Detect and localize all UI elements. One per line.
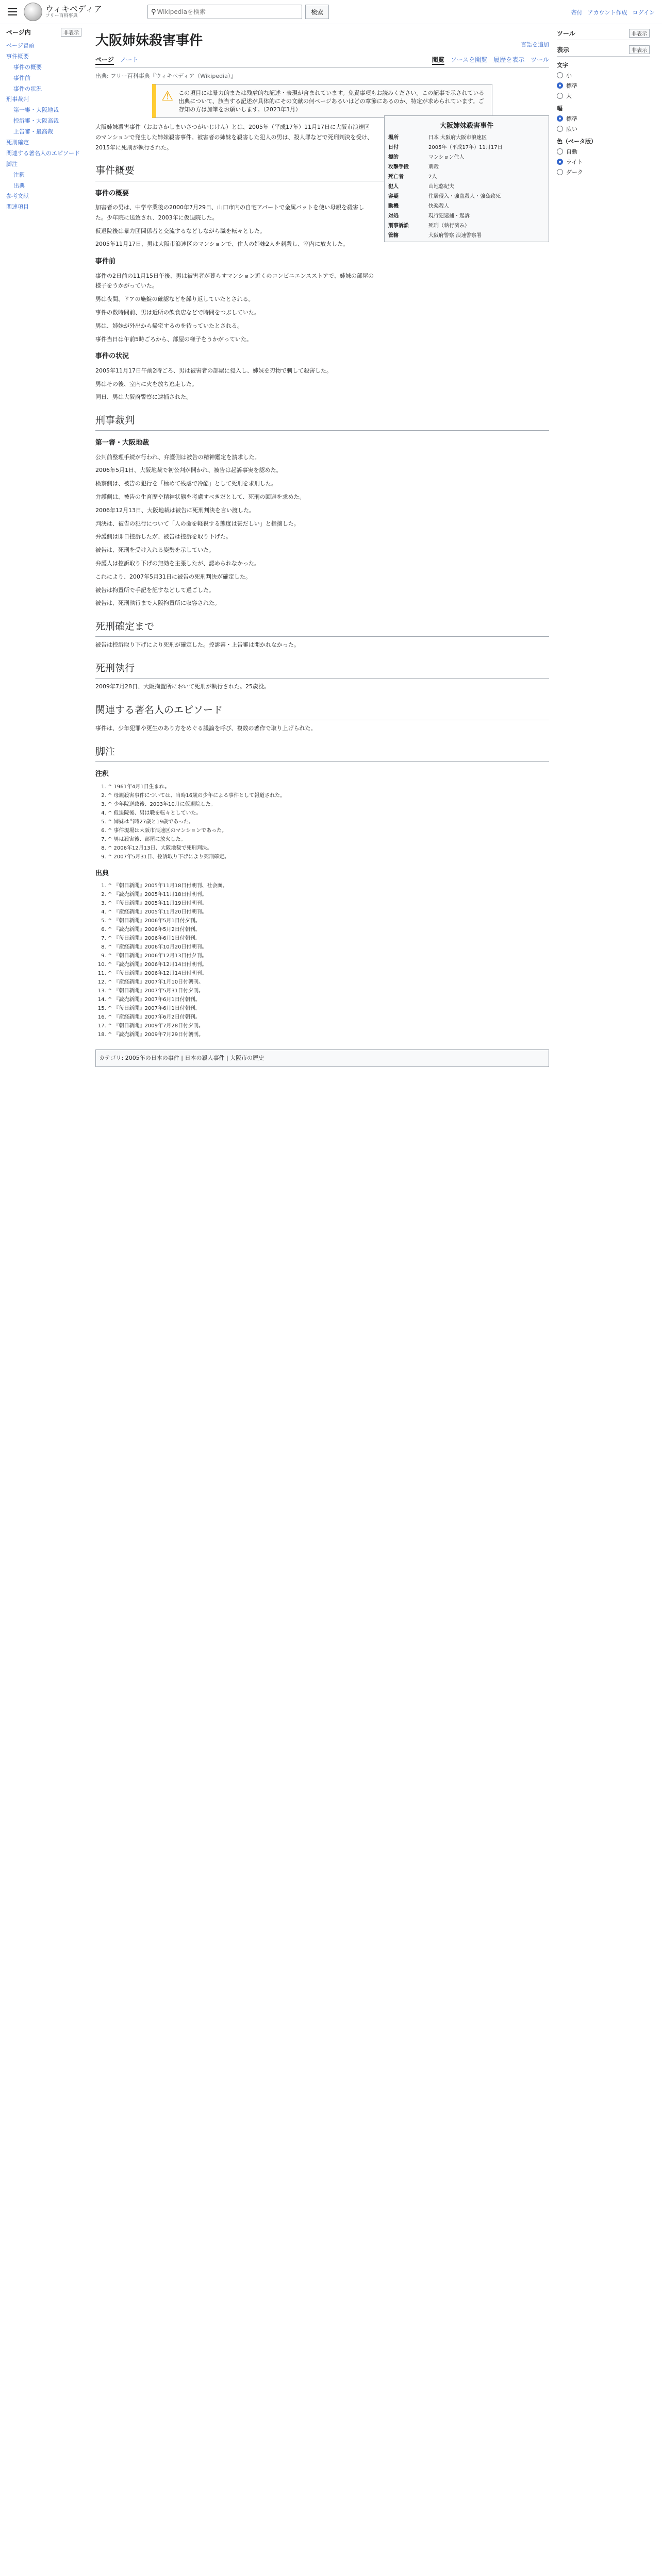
from-line: 出典: フリー百科事典『ウィキペディア（Wikipedia）』 [95, 73, 237, 79]
warning-icon: ⚠ [161, 89, 174, 104]
infobox-key: 標的 [388, 155, 399, 160]
sources-list [95, 882, 549, 1039]
tab-talk[interactable]: ノート [120, 56, 139, 63]
paragraph: 弁護側は、被告の生育歴や精神状態を考慮すべきだとして、死刑の回避を求めた。 [95, 494, 305, 501]
source-item: 12. ^ 『産経新聞』2007年1月10日付朝刊。 [108, 978, 549, 987]
infobox-value: 死刑（執行済み） [428, 223, 470, 229]
color_opts-option[interactable] [557, 158, 650, 166]
source-item: 17. ^ 『朝日新聞』2009年7月28日付夕刊。 [108, 1022, 549, 1030]
color_opts-option[interactable] [557, 147, 650, 156]
source-item: 4. ^ 『産経新聞』2005年11月20日付朝刊。 [108, 908, 549, 917]
toc-item[interactable]: 参考文献 [6, 193, 29, 200]
article-body [95, 122, 549, 1067]
width-label: 幅 [557, 105, 562, 112]
notes-list [95, 783, 549, 861]
radio-icon[interactable] [557, 72, 563, 78]
search-input[interactable] [156, 8, 302, 16]
section-heading: 死刑確定まで [95, 618, 549, 637]
paragraph: 仮退院後は暴力団関係者と交流するなどしながら職を転々とした。 [95, 227, 266, 234]
radio-icon[interactable] [557, 126, 563, 132]
paragraph: 男は、姉妹が外出から帰宅するのを待っていたとされる。 [95, 322, 243, 329]
color_opts-option[interactable] [557, 168, 650, 176]
tab-read[interactable]: 閲覧 [432, 55, 444, 65]
radio-icon[interactable] [557, 169, 563, 175]
note-item: 3. ^ 少年院送致後、2003年10月に仮退院した。 [108, 800, 549, 809]
infobox-title: 大阪姉妹殺害事件 [439, 122, 493, 130]
paragraph: 被告は、死刑を受け入れる姿勢を示していた。 [95, 547, 214, 554]
paragraph: 弁護側は即日控訴したが、被告は控訴を取り下げた。 [95, 533, 231, 540]
text_opts-label: 標準 [566, 82, 577, 89]
toc-item[interactable]: 刑事裁判 [6, 96, 29, 103]
create-account-link[interactable]: アカウント作成 [587, 9, 627, 16]
personal-tools [571, 8, 655, 16]
infobox-key: 日付 [388, 145, 399, 150]
text_opts-option[interactable] [557, 92, 650, 100]
text-size-label: 文字 [557, 62, 568, 69]
notice-text: この項目には暴力的または残虐的な記述・表現が含まれています。免責事項もお読みください。この記事で示されている出典について、該当する記述が具体的にその文献の何ページあるいはどの章節にあるのか、特定が求められています。ご存知の方は加筆をお願いします。（2023年3月） [178, 90, 485, 113]
source-item: 2. ^ 『読売新聞』2005年11月18日付朝刊。 [108, 890, 549, 899]
paragraph: 事件当日は午前5時ごろから、部屋の様子をうかがっていた。 [95, 335, 252, 343]
paragraph: 被告は、死刑執行まで大阪拘置所に収容された。 [95, 600, 220, 607]
logo-subtitle: フリー百科事典 [45, 13, 78, 19]
infobox-key: 容疑 [388, 194, 399, 199]
toc-item[interactable]: 出典 [13, 182, 25, 189]
source-item: 16. ^ 『産経新聞』2007年6月2日付朝刊。 [108, 1013, 549, 1022]
source-item: 11. ^ 『毎日新聞』2006年12月14日付朝刊。 [108, 969, 549, 978]
text_opts-option[interactable] [557, 71, 650, 79]
paragraph: 被告は拘置所で手記を記すなどして過ごした。 [95, 586, 214, 594]
main-menu-icon[interactable] [5, 5, 20, 19]
infobox-row [387, 151, 547, 161]
paragraph: 2006年12月13日、大阪地裁は被告に死刑判決を言い渡した。 [95, 506, 255, 514]
tools-title: ツール [557, 30, 575, 37]
infobox-key: 攻撃手段 [388, 164, 409, 170]
source-item: 9. ^ 『朝日新聞』2006年12月13日付夕刊。 [108, 952, 549, 960]
category-box: カテゴリ: 2005年の日本の事件 | 日本の殺人事件 | 大阪市の歴史 [95, 1049, 549, 1067]
subsection-heading: 注釈 [95, 770, 109, 778]
toc-item[interactable]: ページ冒頭 [6, 42, 35, 49]
infobox-key: 場所 [388, 135, 399, 141]
infobox-key: 動機 [388, 204, 399, 209]
toc-item[interactable]: 事件概要 [6, 53, 29, 60]
tools-hide-button[interactable]: 非表示 [629, 29, 650, 38]
section-heading: 脚注 [95, 743, 549, 762]
tab-page[interactable]: ページ [95, 55, 114, 65]
width_opts-option[interactable] [557, 114, 650, 123]
donate-link[interactable]: 寄付 [571, 9, 583, 16]
source-item: 1. ^ 『朝日新聞』2005年11月18日付朝刊、社会面。 [108, 882, 549, 890]
infobox [384, 115, 549, 242]
radio-icon[interactable] [557, 159, 563, 165]
toc-item[interactable]: 事件の概要 [13, 63, 42, 71]
radio-icon[interactable] [557, 148, 563, 155]
infobox-value: 山地悠紀夫 [428, 184, 454, 190]
source-item: 3. ^ 『毎日新聞』2005年11月19日付朝刊。 [108, 899, 549, 908]
infobox-value: 2人 [428, 174, 437, 180]
subsection-heading: 事件前 [95, 258, 116, 266]
radio-icon[interactable] [557, 82, 563, 89]
infobox-value: 日本 大阪府大阪市浪速区 [428, 135, 487, 141]
infobox-value: 住居侵入・強盗殺人・強姦致死 [428, 194, 501, 199]
infobox-row [387, 132, 547, 142]
paragraph: 2005年11月17日午前2時ごろ、男は被害者の部屋に侵入し、姉妹を刃物で刺して殺害した。 [95, 367, 332, 374]
toc-item[interactable]: 死刑確定 [6, 139, 29, 146]
paragraph: 男は夜間、ドアの施錠の確認などを繰り返していたとされる。 [95, 296, 254, 303]
toc-item[interactable]: 事件前 [13, 74, 30, 81]
infobox-row [387, 200, 547, 210]
toc-sidebar [0, 24, 88, 213]
infobox-row [387, 161, 547, 171]
note-item: 8. ^ 2006年12月13日、大阪地裁で死刑判決。 [108, 844, 549, 853]
paragraph: 弁護人は控訴取り下げの無効を主張したが、認められなかった。 [95, 560, 260, 567]
appearance-title: 表示 [557, 46, 570, 54]
infobox-value: 快楽殺人 [428, 204, 449, 209]
text_opts-label: 大 [566, 93, 572, 99]
source-item: 5. ^ 『朝日新聞』2006年5月1日付夕刊。 [108, 917, 549, 925]
add-language-button[interactable]: 言語を追加 [521, 41, 549, 48]
note-item: 5. ^ 姉妹は当時27歳と19歳であった。 [108, 818, 549, 826]
main-content [95, 24, 549, 1067]
note-item: 7. ^ 男は殺害後、部屋に放火した。 [108, 835, 549, 844]
source-item: 15. ^ 『毎日新聞』2007年6月1日付朝刊。 [108, 1004, 549, 1013]
tab-tools[interactable]: ツール [531, 56, 549, 63]
toc-header [0, 24, 88, 41]
infobox-key: 犯人 [388, 184, 399, 190]
subsection-heading: 出典 [95, 869, 109, 877]
infobox-value: 大阪府警察 浪速警察署 [428, 233, 482, 239]
radio-icon[interactable] [557, 93, 563, 99]
search-button[interactable]: 検索 [305, 5, 329, 19]
source-item: 13. ^ 『朝日新聞』2007年5月31日付夕刊。 [108, 987, 549, 995]
paragraph: 判決は、被告の犯行について「人の命を軽視する態度は甚だしい」と指摘した。 [95, 520, 300, 527]
toc-item[interactable]: 上告審・最高裁 [13, 128, 53, 135]
paragraph: 被告は控訴取り下げにより死刑が確定した。控訴審・上告審は開かれなかった。 [95, 641, 300, 649]
lead-paragraph: 大阪姉妹殺害事件（おおさかしまいさつがいじけん）とは、2005年（平成17年）11月17日に大阪市浪速区のマンションで発生した姉妹殺害事件。被害者の姉妹を殺害した犯人の男は、殺人罪などで死刑判決を受け、2015年に死刑が執行された。 [95, 124, 373, 151]
infobox-value: 現行犯逮捕・起訴 [428, 213, 470, 219]
tab-history[interactable]: 履歴を表示 [493, 56, 525, 63]
paragraph: 2005年11月17日、男は大阪市浪速区のマンションで、住人の姉妹2人を刺殺し、室内に放火した。 [95, 241, 349, 248]
color-label: 色（ベータ版） [557, 138, 597, 145]
source-item: 18. ^ 『読売新聞』2009年7月29日付朝刊。 [108, 1030, 549, 1039]
paragraph: これにより、2007年5月31日に被告の死刑判決が確定した。 [95, 573, 251, 580]
wikipedia-logo[interactable] [24, 3, 127, 21]
page-title: 大阪姉妹殺害事件 [95, 33, 203, 48]
toc-item[interactable]: 注釈 [13, 171, 25, 178]
infobox-key: 管轄 [388, 233, 399, 239]
toc-item[interactable]: 関連項目 [6, 204, 29, 211]
note-item: 1. ^ 1961年4月1日生まれ。 [108, 783, 549, 791]
source-item: 8. ^ 『産経新聞』2006年10月20日付朝刊。 [108, 943, 549, 952]
subsection-heading: 第一審・大阪地裁 [95, 439, 150, 447]
toc-title: ページ内 [6, 29, 31, 36]
toc-item[interactable]: 控訴審・大阪高裁 [13, 117, 59, 125]
source-item: 14. ^ 『読売新聞』2007年6月1日付朝刊。 [108, 995, 549, 1004]
paragraph: 2009年7月28日、大阪拘置所において死刑が執行された。25歳没。 [95, 683, 270, 690]
appearance-sidebar [557, 24, 650, 178]
color_opts-label: 自動 [566, 148, 577, 155]
paragraph: 2006年5月1日、大阪地裁で初公判が開かれ、被告は起訴事実を認めた。 [95, 467, 282, 474]
note-item: 4. ^ 仮退院後、男は職を転々としていた。 [108, 809, 549, 818]
page-tabs [95, 53, 549, 67]
site-header [0, 0, 662, 24]
section-heading: 死刑執行 [95, 659, 549, 679]
toc-list [0, 41, 88, 213]
toc-item[interactable]: 第一審・大阪地裁 [13, 107, 59, 114]
infobox-row [387, 181, 547, 191]
note-item: 2. ^ 母親殺害事件については、当時16歳の少年による事件として報道された。 [108, 791, 549, 800]
globe-icon [24, 3, 42, 21]
section-heading: 事件概要 [95, 162, 549, 181]
appearance-header [557, 40, 650, 57]
subsection-heading: 事件の概要 [95, 189, 129, 197]
toc-hide-button[interactable]: 非表示 [61, 28, 81, 37]
color_opts-label: ダーク [566, 169, 583, 176]
text_opts-option[interactable] [557, 81, 650, 90]
infobox-row [387, 142, 547, 151]
toc-item[interactable]: 脚注 [6, 160, 18, 167]
subsection-heading: 事件の状況 [95, 352, 129, 361]
infobox-value: マンション住人 [428, 155, 465, 160]
search-icon: ⚲ [151, 8, 156, 16]
paragraph: 事件は、少年犯罪や更生のあり方をめぐる議論を呼び、複数の著作で取り上げられた。 [95, 725, 317, 732]
infobox-row [387, 230, 547, 240]
infobox-value: 刺殺 [428, 164, 439, 170]
radio-icon[interactable] [557, 115, 563, 122]
infobox-row [387, 171, 547, 181]
logo-title: ウィキペディア [45, 4, 102, 14]
source-item: 7. ^ 『毎日新聞』2006年6月1日付朝刊。 [108, 934, 549, 943]
infobox-key: 対処 [388, 213, 399, 219]
infobox-key: 刑事訴訟 [388, 223, 409, 229]
color_opts-label: ライト [566, 159, 583, 165]
infobox-row [387, 210, 547, 220]
search-box [147, 5, 302, 19]
paragraph: 事件の数時間前、男は近所の飲食店などで時間をつぶしていた。 [95, 309, 260, 316]
paragraph: 加害者の男は、中学卒業後の2000年7月29日、山口市内の自宅アパートで金属バットを使い母親を殺害した。少年院に送致され、2003年に仮退院した。 [95, 204, 365, 221]
toc-item[interactable]: 関連する著名人のエピソード [6, 149, 80, 157]
paragraph: 同日、男は大阪府警察に逮捕された。 [95, 394, 192, 401]
text_opts-label: 小 [566, 72, 572, 79]
note-item: 9. ^ 2007年5月31日、控訴取り下げにより死刑確定。 [108, 853, 549, 861]
section-heading: 関連する著名人のエピソード [95, 701, 549, 720]
source-item: 10. ^ 『読売新聞』2006年12月14日付朝刊。 [108, 960, 549, 969]
paragraph: 検察側は、被告の犯行を「極めて残虐で冷酷」として死刑を求刑した。 [95, 480, 277, 487]
tab-view-source[interactable]: ソースを閲覧 [450, 56, 488, 63]
notice-box [152, 84, 492, 118]
appearance-hide-button[interactable]: 非表示 [629, 45, 650, 54]
login-link[interactable]: ログイン [632, 9, 655, 16]
note-item: 6. ^ 事件現場は大阪市浪速区のマンションであった。 [108, 826, 549, 835]
width_opts-option[interactable] [557, 125, 650, 133]
paragraph: 事件の2日前の11月15日午後、男は被害者が暮らすマンション近くのコンビニエンスストアで、姉妹の部屋の様子をうかがっていた。 [95, 272, 374, 290]
tools-header [557, 24, 650, 40]
width_opts-label: 広い [566, 126, 577, 132]
paragraph: 公判前整理手続が行われ、弁護側は被告の精神鑑定を請求した。 [95, 453, 260, 461]
section-heading: 刑事裁判 [95, 412, 549, 431]
infobox-key: 死亡者 [388, 174, 404, 180]
width_opts-label: 標準 [566, 115, 577, 122]
source-item: 6. ^ 『読売新聞』2006年5月2日付朝刊。 [108, 925, 549, 934]
toc-item[interactable]: 事件の状況 [13, 85, 42, 92]
infobox-row [387, 191, 547, 200]
infobox-value: 2005年（平成17年）11月17日 [428, 145, 503, 150]
infobox-row [387, 220, 547, 230]
paragraph: 男はその後、室内に火を放ち逃走した。 [95, 380, 197, 387]
